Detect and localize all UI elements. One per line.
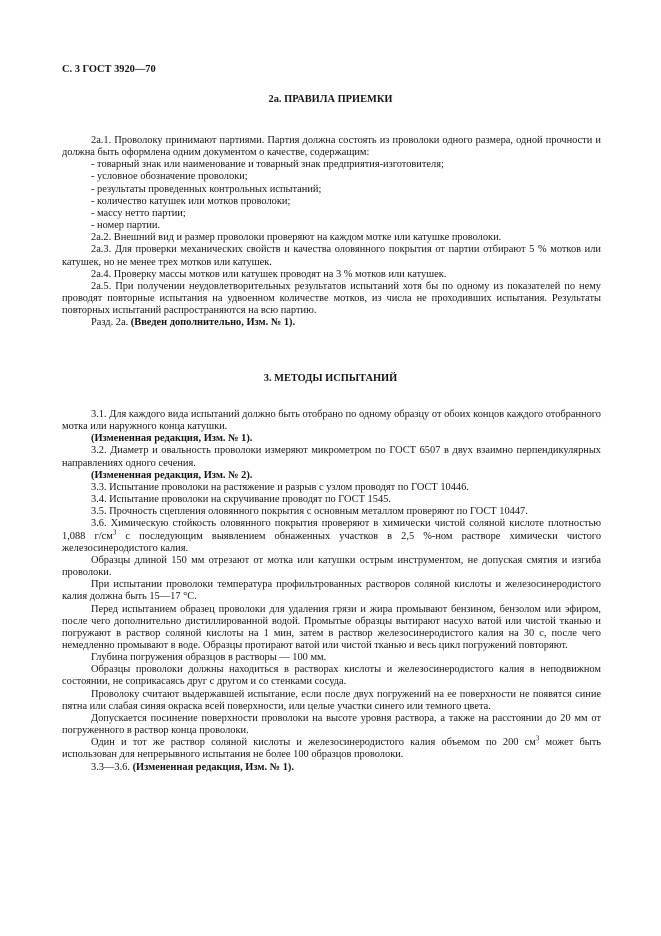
paragraph-criteria: Проволоку считают выдержавшей испытание, если после двух погружений на ее поверхности не появятся синие пятна или слабая синяя окраска всей поверхности, или целые участки синего или темного цвета. <box>62 688 601 712</box>
section-3-title: 3. МЕТОДЫ ИСПЫТАНИЙ <box>263 373 398 384</box>
paragraph-2a-3: 2а.3. Для проверки механических свойств и качества оловянного покрытия от партии отбирают 5 % мотков или катушек, но не менее трех мотков или катушек. <box>62 244 601 268</box>
paragraph-3-5: 3.5. Прочность сцепления оловянного покрытия с основным металлом проверяют по ГОСТ 10447. <box>91 506 528 518</box>
paragraph-reuse: Один и тот же раствор соляной кислоты и железосинеродистого калия объемом по 200 $см^3$ может быть использован для непрерывного испытания не более 100 образцов проволоки. <box>62 734 602 761</box>
paragraph-3-4: 3.4. Испытание проволоки на скручивание проводят по ГОСТ 1545. <box>91 494 391 506</box>
list-item: - условное обозначение проволоки; <box>91 171 248 183</box>
amendment-note: (Измененная редакция, Изм. № 1). <box>91 433 253 445</box>
paragraph-2a-1: 2а.1. Проволоку принимают партиями. Партия должна состоять из проволоки одного размера, одной прочности и должна быть оформлена одним документом о качестве, содержащим: <box>62 135 601 159</box>
list-item: - количество катушек или мотков проволоки; <box>91 195 291 207</box>
note-prefix: 3.3—3.6. <box>91 761 133 773</box>
section-2a-body <box>62 135 601 330</box>
note-bold: (Измененная редакция, Изм. № 1). <box>132 761 294 773</box>
amendment-note: (Измененная редакция, Изм. № 2). <box>91 469 253 481</box>
paragraph-2a-4: 2а.4. Проверку массы мотков или катушек проводят на 3 % мотков или катушек. <box>91 268 447 280</box>
paragraph-3-2: 3.2. Диаметр и овальность проволоки измеряют микрометром по ГОСТ 6507 в двух взаимно перпендикулярных направлениях одного сечения. <box>62 445 601 469</box>
list-item: - номер партии. <box>91 220 161 232</box>
paragraph-2a-2: 2а.2. Внешний вид и размер проволоки проверяют на каждом мотке или катушке проволоки. <box>91 232 502 244</box>
paragraph-position: Образцы проволоки должны находиться в растворах кислоты и железосинеродистого калия в неподвижном состоянии, не соприкасаясь друг с другом и со стенками сосуда. <box>62 664 601 688</box>
paragraph-2a-5: 2а.5. При получении неудовлетворительных результатов испытаний хотя бы по одному из показателей по нему проводят повторные испытания на удвоенном количестве мотков, из числа не проходивших испытания. Результаты повторных испытаний распространяются на всю партию. <box>62 280 601 317</box>
paragraph-3-1: 3.1. Для каждого вида испытаний должно быть отобрано по одному образцу от обоих концов каждого отобранного мотка или наружного конца катушки. <box>62 409 601 433</box>
amendment-note-2a <box>62 317 601 329</box>
list-item: - товарный знак или наименование и товарный знак предприятия-изготовителя; <box>91 159 444 171</box>
note-bold: (Введен дополнительно, Изм. № 1). <box>130 317 296 329</box>
paragraph-temperature: При испытании проволоки температура профильтрованных растворов соляной кислоты и железосинеродистого калия должна быть 15—17 °С. <box>62 579 601 603</box>
paragraph-depth: Глубина погружения образцов в растворы — 100 мм. <box>91 652 327 664</box>
paragraph-3-6: 3.6. Химическую стойкость оловянного покрытия проверяют в химически чистой соляной кислоте плотностью 1,088 $г/см^3$ с последующим выявлением обнаженных участков в 2,5 %-ном растворе химически чистого железосинеродистого калия. <box>62 518 602 554</box>
paragraph-samples: Образцы длиной 150 мм отрезают от мотка или катушки острым инструментом, не допуская смятия и изгиба проволоки. <box>62 554 601 579</box>
list-item: - результаты проведенных контрольных испытаний; <box>91 183 322 195</box>
section-3-body <box>62 409 601 774</box>
paragraph-allowance: Допускается посинение поверхности проволоки на высоте уровня раствора, а также на расстоянии до 20 мм от погруженного в раствор конца проволоки. <box>62 712 601 737</box>
note-prefix: Разд. 2а. <box>91 317 131 329</box>
paragraph-3-3: 3.3. Испытание проволоки на растяжение и разрыв с узлом проводят по ГОСТ 10446. <box>91 481 469 493</box>
list-item: - массу нетто партии; <box>91 207 186 219</box>
section-2a-title: 2а. ПРАВИЛА ПРИЕМКИ <box>268 94 393 105</box>
amendment-note-3 <box>62 762 601 774</box>
page-header: С. 3 ГОСТ 3920—70 <box>62 64 156 75</box>
paragraph-procedure: Перед испытанием образец проволоки для удаления грязи и жира промывают бензином, бензолом или эфиром, после чего дополнительно дистиллированной водой. Промытые образцы вытирают насухо ватой или чистой тканью и погружают в раствор соляной кислоты на 1 мин, затем в раствор железосинеродистого калия на 30 с, после чего немедленно промывают в воде. Образцы протирают ватой или чистой тканью и весь цикл погружений повторяют. <box>62 603 601 651</box>
